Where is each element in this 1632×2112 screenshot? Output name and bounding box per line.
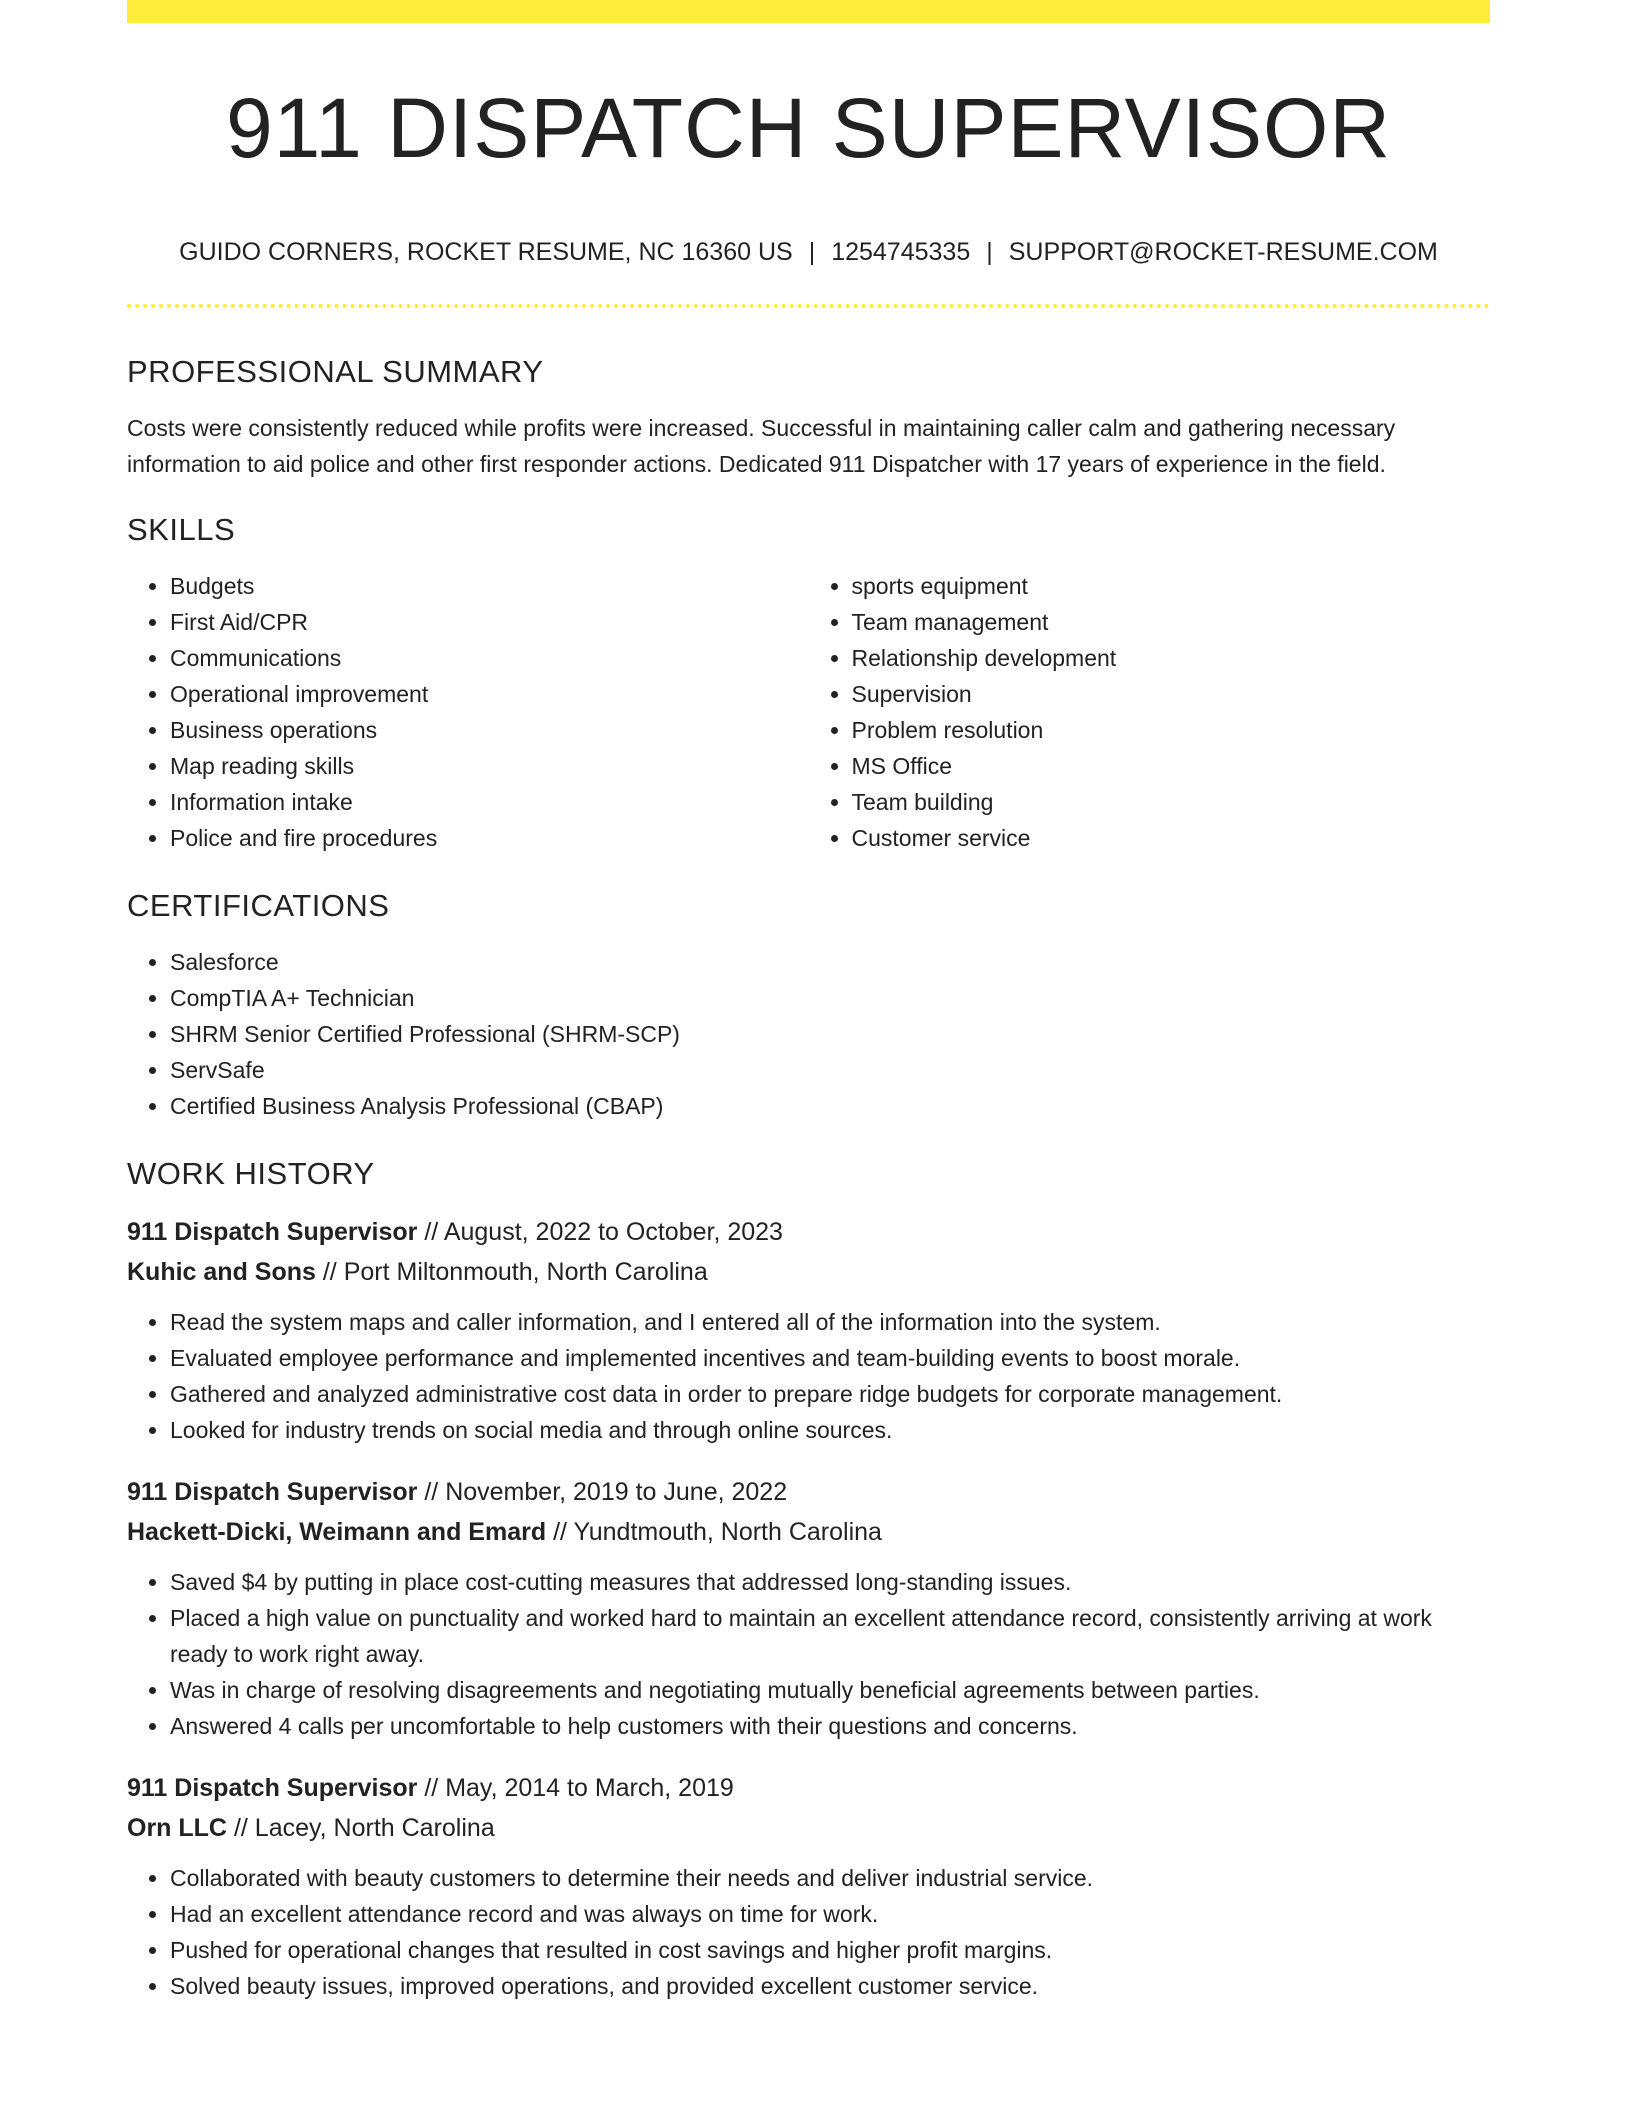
work-history-section [127,1154,1490,2004]
skill-item: • Information intake [170,784,809,820]
job-title-line [127,1472,1490,1512]
skill-item: • First Aid/CPR [170,604,809,640]
certifications-list [127,944,1490,1124]
skill-item: • Operational improvement [170,676,809,712]
skill-item: • Supervision [852,676,1491,712]
contact-phone: 1254745335 [831,238,971,266]
certifications-section [127,886,1490,1124]
job-company: Kuhic and Sons [127,1258,316,1286]
job-company-line [127,1252,1490,1292]
skill-item: • Communications [170,640,809,676]
job-entry [127,1472,1490,1744]
work-history-heading: WORK HISTORY [127,1156,375,1191]
job-location: // Yundtmouth, North Carolina [553,1518,882,1546]
skill-item: • Customer service [852,820,1491,856]
job-bullets [127,1860,1490,2004]
job-bullet: • Pushed for operational changes that resulted in cost savings and higher profit margins. [170,1932,1490,1968]
job-bullet: • Read the system maps and caller information, and I entered all of the information into the system. [170,1304,1490,1340]
contact-line [127,235,1490,269]
contact-separator: | [808,238,816,266]
job-company: Hackett-Dicki, Weimann and Emard [127,1518,547,1546]
skill-item: • Police and fire procedures [170,820,809,856]
skills-list-right [809,568,1491,856]
job-company-line [127,1808,1490,1848]
job-bullet: • Evaluated employee performance and implemented incentives and team-building events to boost morale. [170,1340,1490,1376]
job-bullets [127,1564,1490,1744]
skills-list-left [127,568,809,856]
skills-section [127,510,1490,856]
contact-email: SUPPORT@ROCKET-RESUME.COM [1008,238,1438,266]
job-title: 911 Dispatch Supervisor [127,1478,418,1506]
job-entry [127,1768,1490,2004]
skills-columns [127,568,1490,856]
skill-item: • Business operations [170,712,809,748]
skill-item: • Team management [852,604,1491,640]
skill-item: • Team building [852,784,1491,820]
skills-heading: SKILLS [127,512,236,547]
job-bullet: • Looked for industry trends on social media and through online sources. [170,1412,1490,1448]
summary-section [127,352,1490,482]
job-title: 911 Dispatch Supervisor [127,1774,418,1802]
job-dates: // August, 2022 to October, 2023 [424,1218,783,1246]
job-bullet: • Answered 4 calls per uncomfortable to help customers with their questions and concerns. [170,1708,1490,1744]
skill-item: • Problem resolution [852,712,1491,748]
job-company-line [127,1512,1490,1552]
job-bullet: • Gathered and analyzed administrative cost data in order to prepare ridge budgets for corporate management. [170,1376,1490,1412]
certification-item: • Certified Business Analysis Professional (CBAP) [170,1088,1490,1124]
accent-bar [127,0,1490,23]
page-title: 911 DISPATCH SUPERVISOR [225,81,1392,175]
job-bullet: • Placed a high value on punctuality and worked hard to maintain an excellent attendance record, consistently arriving at work ready to work right away. [170,1600,1490,1672]
job-bullets [127,1304,1490,1448]
skill-item: • Map reading skills [170,748,809,784]
certification-item: • CompTIA A+ Technician [170,980,1490,1016]
job-dates: // May, 2014 to March, 2019 [424,1774,734,1802]
job-title: 911 Dispatch Supervisor [127,1218,418,1246]
skill-item: • MS Office [852,748,1491,784]
certification-item: • SHRM Senior Certified Professional (SHRM-SCP) [170,1016,1490,1052]
skill-item: • Relationship development [852,640,1491,676]
job-bullet: • Saved $4 by putting in place cost-cutting measures that addressed long-standing issues. [170,1564,1490,1600]
certifications-heading: CERTIFICATIONS [127,888,390,923]
resume-content [127,352,1490,2004]
job-dates: // November, 2019 to June, 2022 [424,1478,788,1506]
job-company: Orn LLC [127,1814,227,1842]
skill-item: • sports equipment [852,568,1491,604]
job-bullet: • Had an excellent attendance record and was always on time for work. [170,1896,1490,1932]
contact-address: GUIDO CORNERS, ROCKET RESUME, NC 16360 US [179,238,793,266]
contact-separator: | [986,238,993,266]
job-location: // Port Miltonmouth, North Carolina [322,1258,708,1286]
summary-text: Costs were consistently reduced while profits were increased. Successful in maintaining caller calm and gathering necessary information to aid police and other first responder actions. Dedicated 911 Dispatcher with 17 years of experience in the field. [127,415,1396,477]
job-entry [127,1212,1490,1448]
job-title-line [127,1768,1490,1808]
job-bullet: • Was in charge of resolving disagreements and negotiating mutually beneficial agreements between parties. [170,1672,1490,1708]
summary-heading: PROFESSIONAL SUMMARY [127,354,544,389]
job-bullet: • Collaborated with beauty customers to determine their needs and deliver industrial service. [170,1860,1490,1896]
job-location: // Lacey, North Carolina [233,1814,495,1842]
job-title-line [127,1212,1490,1252]
dotted-divider [127,304,1490,308]
job-bullet: • Solved beauty issues, improved operations, and provided excellent customer service. [170,1968,1490,2004]
certification-item: • Salesforce [170,944,1490,980]
skill-item: • Budgets [170,568,809,604]
certification-item: • ServSafe [170,1052,1490,1088]
